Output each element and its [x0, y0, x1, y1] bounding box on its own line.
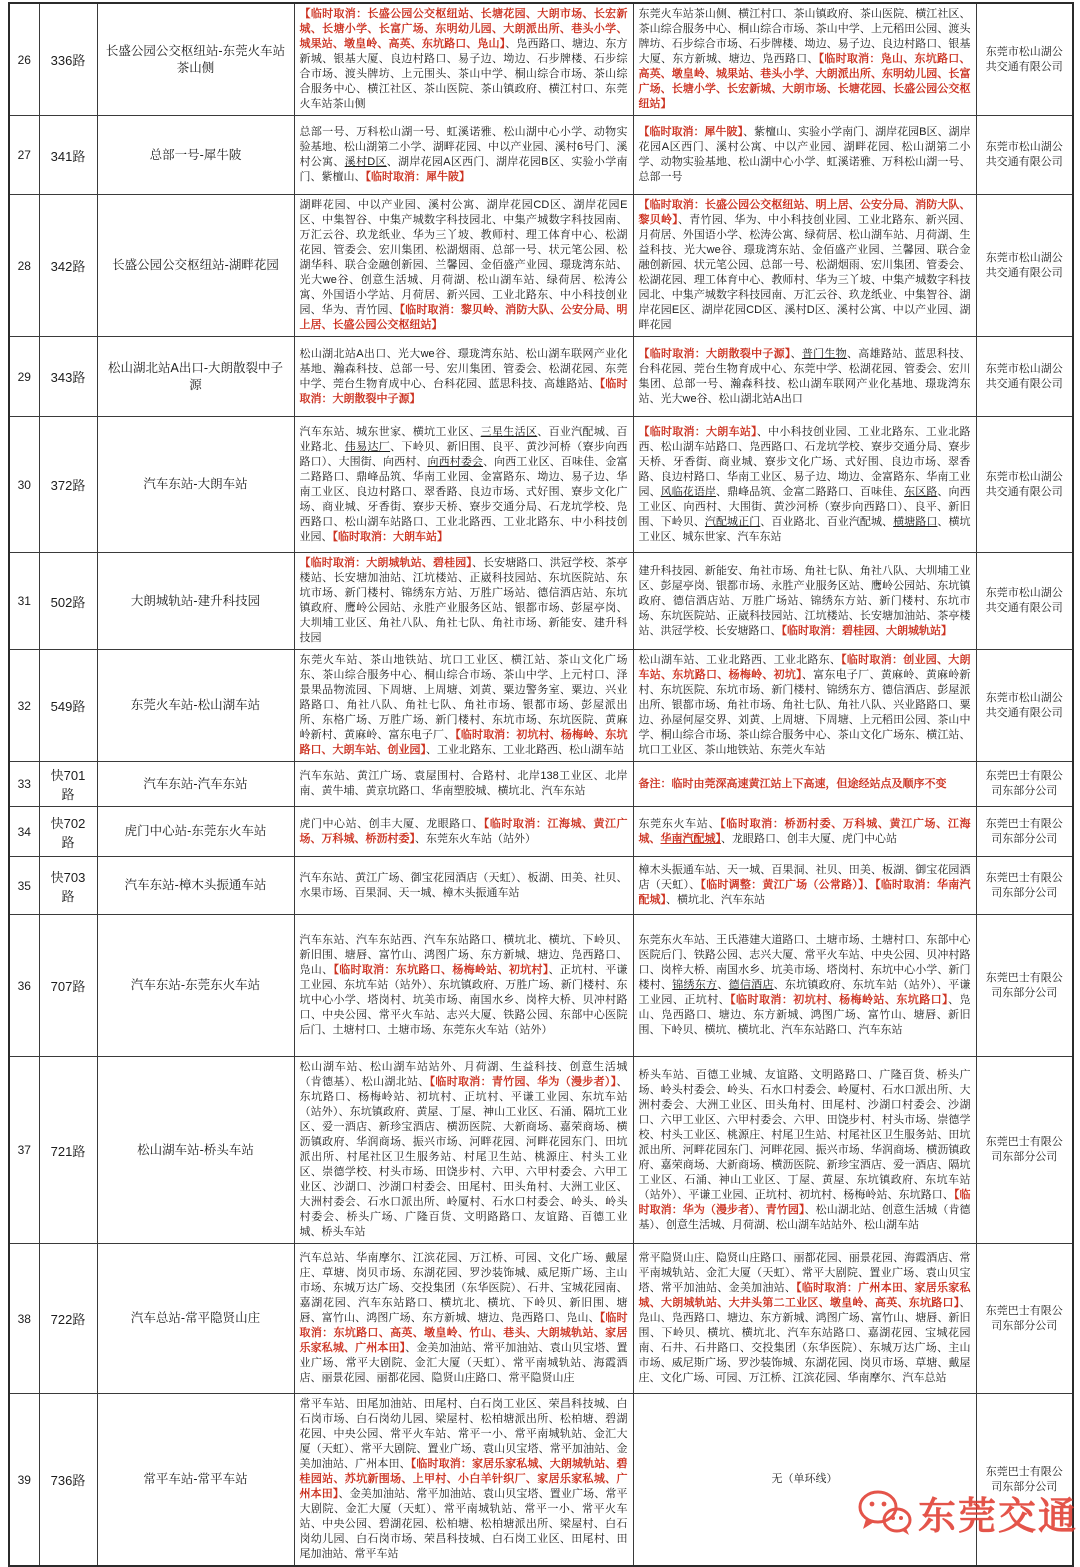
- outbound-stops: [294, 857, 633, 915]
- stop-list-text: 松山湖车站、松山湖车站站外、月荷湖、生益科技、创意生活城（肯德基）、松山湖北站、: [299, 1061, 628, 1088]
- stop-list-text: 汽车东站、黄江广场、袁屋围村、合路村、北岸138工业区、北岸南、黄牛埔、黄京坑路口、华南塑胶城、横坑北、汽车东站: [299, 770, 628, 797]
- stop-list-text: 松山湖车站、工业北路西、工业北路东、: [638, 654, 842, 666]
- route-number: 336路: [39, 3, 97, 116]
- temp-change-text: 【临时取消：创业园、大朗车站、东坑路口、杨梅岭、初坑】: [638, 654, 971, 681]
- route-name: 汽车总站-常平隐贤山庄: [97, 1244, 294, 1394]
- temp-change-text: 【临时取消：初坑村、杨梅岭站、东坑路口】: [730, 994, 949, 1006]
- stop-list-text: 、高雄路站、蓝思科技、台科花园、莞台生物育成中心、东莞中学、松湖花园、管委会、宏川集团、总部一号、瀚森科技、松山湖车联网产业化基地、璟珑湾东站、光大we谷、松山湖北站A出口: [638, 347, 971, 405]
- stop-list-text: 普门生物: [801, 347, 847, 360]
- stop-list-text: 、东坑路口、杨梅岭站、初坑村、正坑村、平谦工业园、东坑车站（站外）、东坑镇政府、黄屋、丁屋、神山工业区、石涌、隔坑工业区、爱一酒店、新珍宝酒店、横沥医院、大新商场、嘉荣商场、横沥镇政府、华润商场、振兴市场、河畔花园、河畔花园东门、田坑派出所、村尾社区卫生服务站、村尾卫生站、桃源庄、村头工业区、崇德学校、村头市场、田饶步村、六甲、六甲村委会、六甲工业区、沙湖口、沙湖口村委会、田尾村、田头角村、大洲工业区、大洲村委会、石水口派出所、岭厦村、石水口村委会、岭头、岭头村委会、桥头广场、广隆百货、文明路路口、友谊路、百德工业城、桥头车站: [299, 1076, 628, 1238]
- route-number: 502路: [39, 553, 97, 650]
- stop-list-text: 松山湖北站A出口、光大we谷、璟珑湾东站、松山湖车联网产业化基地、瀚森科技、总部一号、宏川集团、管委会、松湖花园、东莞中学、莞台生物育成中心、台科花园、蓝思科技、高雄路站、: [299, 347, 628, 390]
- stop-list-text: 总部一号、万科松山湖一号、虹溪诺雅、松山湖中心小学、动物实验基地、松山湖第二小学、湖畔花园、中以产业园、溪村6号门、溪村公寓、: [299, 126, 628, 168]
- stop-list-text: 东莞火车站、茶山地铁站、坑口工业区、横江站、茶山文化广场东、茶山综合服务中心、桐山综合市场、茶山中学、上元村口、泽景果品物流园、下周塘、上周塘、刘黄、粟边警务室、粟边、兴业路路口、角社八队、角社七队、角社市场、银都市场、彭屋派出所、东格广场、万胜广场、新门楼村、东坑市场、东坑医院、黄麻岭新村、黄麻岭、富东电子厂、: [299, 654, 628, 741]
- stop-list-text: 汽配城正门: [704, 515, 761, 528]
- stop-list-text: 、东坑镇政府、东坑车站（站外）、平谦工业园、正坑村、: [638, 979, 971, 1006]
- route-table-body: [9, 3, 1073, 1566]
- route-name: 汽车东站-东莞东火车站: [97, 915, 294, 1057]
- stop-list-text: 、凫山、凫西路口、塘边、东方新城、鸿图广场、富竹山、塘唇、新旧围、下岭贝、横坑、横坑北、汽车东站路口、嘉湖花园、宝城花园南、石井、石井路口、交投集团（东华医院）、东城万达广场、主山市场、威尼斯广场、罗沙装饰城、东湖花园、岗贝市场、草塘、戴屋庄、文化广场、可园、万江桥、江滨花园、华南摩尔、汽车总站: [638, 1297, 971, 1384]
- stop-list-text: 风临花语岸: [660, 485, 716, 498]
- route-row-343路: [9, 337, 1073, 417]
- temp-change-text: 【临时取消：犀牛陂】: [365, 171, 470, 183]
- route-name: 东莞火车站-松山湖车站: [97, 650, 294, 762]
- row-number: 27: [9, 116, 39, 195]
- temp-change-text: 【临时取消：大朗散裂中子源】: [638, 347, 791, 360]
- outbound-stops: [294, 1394, 633, 1567]
- route-row-341路: [9, 116, 1073, 195]
- temp-change-text: 【临时取消：黎贝岭、消防大队、公安分局、明上居、长盛公园公交枢纽站】: [299, 304, 628, 331]
- route-row-736路: [9, 1394, 1073, 1567]
- operating-company: 东莞巴士有限公司东部分公司: [976, 1394, 1073, 1567]
- operating-company: 东莞巴士有限公司东部分公司: [976, 762, 1073, 807]
- temp-change-text: 【临时取消：初坑村、杨梅岭、东坑路口、大朗车站、创业园】: [299, 729, 628, 756]
- temp-change-text: 【临时取消：东坑路口、杨梅岭站、初坑村】: [333, 964, 549, 976]
- row-number: 39: [9, 1394, 39, 1567]
- route-name: 大朗城轨站-建升科技园: [97, 553, 294, 650]
- stop-list-text: 、工业北路东、工业北路西、松山湖车站: [426, 744, 624, 756]
- stop-list-text: 伟易达厂: [344, 440, 391, 453]
- temp-change-text: 【临时取消：华为（漫步者）、青竹园】: [638, 1188, 971, 1216]
- watermark-label: 东莞交通: [917, 1495, 1078, 1538]
- route-row-721路: [9, 1057, 1073, 1244]
- stop-list-text: 、富东电子厂、黄麻岭、黄麻岭新村、东坑医院、东坑市场、新门楼村、锦绣东方、德信酒店、彭屋派出所、银都市场、角社市场、角社七队、角社八队、兴业路路口、粟边、孙屋何屋交界、刘黄、上周塘、下周塘、上元稻田公园、茶山中学、桐山综合市场、茶山综合服务中心、茶山文化广场东、横江站、坑口工业区、茶山地铁站、东莞火车站: [638, 669, 971, 756]
- stop-list-text: 、: [863, 879, 876, 891]
- temp-change-text: 【临时取消：大朗散裂中子源】: [299, 377, 628, 405]
- operating-company: 东莞市松山湖公共交通有限公司: [976, 116, 1073, 195]
- route-name: 长盛公园公交枢纽站-湖畔花园: [97, 195, 294, 337]
- route-name: 松山湖北站A出口-大朗散裂中子源: [97, 337, 294, 417]
- route-row-722路: [9, 1244, 1073, 1394]
- outbound-stops: [294, 417, 633, 553]
- route-number: 快702路: [39, 807, 97, 857]
- route-number: 707路: [39, 915, 97, 1057]
- stop-list-text: 湖畔花园、中以产业园、溪村公寓、湖岸花园CD区、湖岸花园E区、中集智谷、中集产城数字科技园北、中集产城数字科技园南、万汇云谷、玖龙纸业、华为三丫坡、教师村、理工体育中心、松湖花园、管委会、宏川集团、松湖烟雨、总部一号、状元笔公园、松湖华科、联合金融创新园、兰馨园、金佰盛产业园、璟珑湾东站、光大we谷、创意生活城、月荷湖、松山湖车站、绿荷居、松涛公寓、外国语小学站、月荷居、新兴园、工业北路东、中小科技创业园、华为、青竹园、: [299, 199, 628, 316]
- route-row-372路: [9, 417, 1073, 553]
- route-row-342路: [9, 195, 1073, 337]
- route-name: 汽车东站-汽车东站: [97, 762, 294, 807]
- operating-company: 东莞巴士有限公司东部分公司: [976, 915, 1073, 1057]
- operating-company: 东莞市松山湖公共交通有限公司: [976, 650, 1073, 762]
- inbound-stops: [633, 807, 976, 857]
- route-number: 342路: [39, 195, 97, 337]
- route-number: 736路: [39, 1394, 97, 1567]
- row-number: 30: [9, 417, 39, 553]
- route-name: 总部一号-犀牛陂: [97, 116, 294, 195]
- stop-list-text: 、长安塘路口、洪冠学校、茶亭楼站、长安塘加油站、江坑楼站、正崴科技园站、东坑医院站、东坑市场、新门楼村、锦绣东方站、万胜广场站、德信酒店站、东坑镇政府、鹰岭公园站、永胜产业服务区站、银都市场、彭屋亭岗、大圳埔工业区、角社八队、角社七队、角社市场、新能安、建升科技园: [299, 557, 628, 644]
- inbound-stops: [633, 1394, 976, 1567]
- stop-list-text: 虎门中心站、创丰大厦、龙眼路口、: [299, 817, 484, 830]
- inbound-stops: [633, 1057, 976, 1244]
- outbound-stops: [294, 3, 633, 116]
- stop-list-text: 无（单环线）: [771, 1473, 838, 1485]
- stop-list-text: 、下岭贝、新旧围、良平、黄沙河桥（寮步向西路口）、大围街、向西村、: [299, 440, 628, 468]
- stop-list-text: 、青竹园、华为、中小科技创业园、工业北路东、新兴园、月荷居、外国语小学、松涛公寓、绿荷居、松山湖车站、月荷湖、生益科技、光大we谷、璟珑湾东站、金佰盛产业园、兰馨园、联合金融创新园、状元笔公园、总部一号、松湖烟雨、宏川集团、管委会、松湖花园、理工体育中心、教师村、华为三丫坡、中集产城数字科技园北、中集产城数字科技园南、万汇云谷、玖龙纸业、中集智谷、湖岸花园E区、湖岸花园CD区、溪村D区、溪村公寓、中以产业园、湖畔花园: [638, 214, 971, 331]
- route-row-549路: [9, 650, 1073, 762]
- stop-list-text: 、正坑村、平谦工业园、东坑车站（站外）、东坑镇政府、万胜广场、新门楼村、东坑中心小学、塔岗村、坑美市场、南国水乡、岗梓大桥、贝冲村路口、中央公园、常平火车站、志兴大厦、铁路公园、东部中心医院后门、土塘村口、土塘市场、东莞东火车站（站外）: [299, 964, 628, 1036]
- inbound-stops: [633, 417, 976, 553]
- outbound-stops: [294, 553, 633, 650]
- bus-route-table: [8, 2, 1074, 1567]
- row-number: 32: [9, 650, 39, 762]
- temp-change-text: 【临时取消：大朗车站】: [332, 530, 448, 543]
- temp-change-text: 【临时取消：青竹园、华为（漫步者）】: [429, 1076, 617, 1088]
- row-number: 33: [9, 762, 39, 807]
- stop-list-text: 常平车站、田尾加油站、田尾村、白石岗工业区、荣昌科技城、白石岗市场、白石岗幼儿园、梁屋村、松柏塘派出所、松柏塘、碧湖花园、中央公园、常平火车站、常平一小、常平南城轨站、金汇大厦（天虹）、常平大剧院、置业广场、袁山贝宝塔、常平加油站、金美加油站、广州本田、: [299, 1398, 628, 1470]
- route-number: 343路: [39, 337, 97, 417]
- stop-list-text: 、东莞东火车站（站外）: [415, 832, 536, 845]
- operating-company: 东莞市松山湖公共交通有限公司: [976, 337, 1073, 417]
- stop-list-text: 樟木头振通车站、天一城、百果洞、社贝、田美、板湖、御宝花园酒店（天虹）、: [638, 864, 971, 891]
- inbound-stops: [633, 553, 976, 650]
- outbound-stops: [294, 915, 633, 1057]
- route-name: 松山湖车站-桥头车站: [97, 1057, 294, 1244]
- stop-list-text: 汽车东站、汽车东站西、汽车东站路口、横坑北、横坑、下岭贝、新旧围、塘唇、富竹山、鸿图广场、东方新城、塘边、凫西路口、凫山、: [299, 934, 628, 976]
- outbound-stops: [294, 650, 633, 762]
- operating-company: 东莞巴士有限公司东部分公司: [976, 1057, 1073, 1244]
- temp-change-text: 【临时取消：东坑路口、高英、墩皇岭、竹山、巷头、大朗城轨站、家居乐家私城、广州本田】: [299, 1312, 628, 1354]
- outbound-stops: [294, 116, 633, 195]
- temp-change-text: 【临时取消：家居乐家私城、大朗城轨站、碧桂园站、苏坑新围场、上甲村、小白羊针织厂、家居乐家私城、广州本田】: [299, 1458, 628, 1500]
- stop-list-text: 三星生活区: [480, 425, 538, 438]
- route-row-快702路: [9, 807, 1073, 857]
- temp-change-text: 【临时取消：凫山、东坑路口、高英、墩皇岭、城果站、巷头小学、大朗派出所、东明幼儿园、长富广场、长塘小学、长宏新城、大朗市场、长塘花园、长盛公园公交枢纽站】: [638, 53, 971, 110]
- inbound-stops: [633, 762, 976, 807]
- stop-list-text: 德信酒店: [728, 979, 774, 991]
- temp-change-text: 华南汽配城】: [660, 832, 721, 845]
- stop-list-text: 向西村委会: [427, 455, 484, 468]
- route-number: 549路: [39, 650, 97, 762]
- row-number: 31: [9, 553, 39, 650]
- stop-list-text: 、中小科技创业园、工业北路东、工业北路西、松山湖车站路口、凫西路口、石龙坑学校、寮步交通分局、寮步天桥、牙香街、商业城、寮步文化广场、式好围、良边市场、翠香路、良边村路口、华南工业区、易子边、坳边、金富路东、华南工业园、: [638, 425, 971, 498]
- stop-list-text: 、向西工业区、向西村、大围街、黄沙河桥（寮步向西路口）、良平、新旧围、下岭贝、: [638, 485, 971, 528]
- temp-change-text: 【临时取消：长盛公园公交枢纽站、长塘花园、大朗市场、长宏新城、长塘小学、长富广场、东明幼儿园、大朗派出所、巷头小学、城果站、墩皇岭、高英、东坑路口、凫山】: [299, 8, 628, 50]
- row-number: 36: [9, 915, 39, 1057]
- route-name: 长盛公园公交枢纽站-东莞火车站茶山侧: [97, 3, 294, 116]
- temp-change-text: 【临时取消：广州本田、家居乐家私城、大朗城轨站、大井头第二工业区、墩皇岭、高英、东坑路口】: [638, 1282, 971, 1309]
- route-row-502路: [9, 553, 1073, 650]
- stop-list-text: 、鼎峰品筑、金富二路路口、百味佳、: [716, 485, 905, 498]
- stop-list-text: 、百业汽配城、百业路北、: [299, 425, 628, 453]
- stop-list-text: 、凫西路口、塘边、东方新城、银基大厦、良边村路口、易子边、坳边、石步牌楼、石步综合市场、渡头牌坊、上元围头、茶山中学、桐山综合市场、茶山综合服务中心、横江社区、茶山医院、茶山镇政府、横江村口、东莞火车站茶山侧: [299, 38, 628, 110]
- temp-change-text: 【临时取消：大朗城轨站、碧桂园】: [299, 557, 472, 569]
- temp-change-text: 【临时取消：桥沥村委、万科城、黄江广场、江海城、: [638, 817, 971, 845]
- temp-change-text: 【临时取消：长盛公园公交枢纽站、明上居、公安分局、消防大队、黎贝岭】: [638, 199, 971, 226]
- stop-list-text: 、紫檀山、实验小学南门、湖岸花园B区、湖岸花园A区西门、溪村公寓、中以产业园、湖畔花园、松山湖第二小学、动物实验基地、松山湖中心小学、虹溪诺雅、万科松山湖一号、总部一号: [638, 126, 971, 183]
- route-number: 341路: [39, 116, 97, 195]
- stop-list-text: 横塘路口: [893, 515, 938, 528]
- row-number: 38: [9, 1244, 39, 1394]
- row-number: 37: [9, 1057, 39, 1244]
- row-number: 28: [9, 195, 39, 337]
- inbound-stops: [633, 650, 976, 762]
- route-name: 常平车站-常平车站: [97, 1394, 294, 1567]
- stop-list-text: 、金美加油站、常平加油站、袁山贝宝塔、置业广场、常平大剧院、金汇大厦（天虹）、常平南城轨站、海霞酒店、丽景花园、丽都花园、隐贤山庄路口、常平隐贤山庄: [299, 1342, 628, 1384]
- temp-change-text: 备注：临时由莞深高速黄江站上下高速，但途经站点及顺序不变: [638, 777, 947, 790]
- stop-list-text: 东区路: [904, 485, 938, 498]
- route-number: 快701路: [39, 762, 97, 807]
- stop-list-text: 东莞火车站茶山侧、横江村口、茶山镇政府、茶山医院、横江社区、茶山综合服务中心、桐山综合市场、茶山中学、上元稻田公园、渡头牌坊、石步综合市场、石步牌楼、坳边、易子边、良边村路口、银基大厦、东方新城、塘边、凫西路口、: [638, 8, 971, 65]
- stop-list-text: 、金美加油站、常平加油站、袁山贝宝塔、置业广场、常平大剧院、金汇大厦（天虹）、常平南城轨站、常平一小、常平火车站、中央公园、碧湖花园、松柏塘、松柏塘派出所、梁屋村、白石岗幼儿园、白石岗市场、荣昌科技城、白石岗工业区、田尾村、田尾加油站、常平车站: [299, 1488, 628, 1560]
- stop-list-text: 东莞东火车站、: [638, 817, 721, 830]
- operating-company: 东莞巴士有限公司东部分公司: [976, 807, 1073, 857]
- temp-change-text: 【临时取消：大朗车站】: [638, 425, 757, 438]
- stop-list-text: 锦绣东方: [672, 979, 718, 991]
- inbound-stops: [633, 195, 976, 337]
- stop-list-text: 、百业路北、百业汽配城、: [760, 515, 894, 528]
- route-number: 721路: [39, 1057, 97, 1244]
- operating-company: 东莞巴士有限公司东部分公司: [976, 1244, 1073, 1394]
- temp-change-text: 【临时取消：碧桂园、大朗城轨站】: [781, 624, 952, 637]
- temp-change-text: 【临时取消：犀牛陂】: [638, 126, 744, 138]
- inbound-stops: [633, 337, 976, 417]
- outbound-stops: [294, 807, 633, 857]
- inbound-stops: [633, 116, 976, 195]
- stop-list-text: 汽车总站、华南摩尔、江滨花园、万江桥、可园、文化广场、戴屋庄、草塘、岗贝市场、东湖花园、罗沙装饰城、威尼斯广场、主山市场、东城万达广场、交投集团（东华医院）、石井、宝城花园南、嘉湖花园、汽车东站路口、横坑北、横坑、下岭贝、新旧围、塘唇、富竹山、鸿图广场、东方新城、塘边、凫西路口、凫山、: [299, 1252, 628, 1324]
- row-number: 29: [9, 337, 39, 417]
- row-number: 34: [9, 807, 39, 857]
- stop-list-text: 、横坑工业区、城东世家、汽车东站: [638, 515, 971, 543]
- stop-list-text: 建升科技园、新能安、角社市场、角社七队、角社八队、大圳埔工业区、彭屋亭岗、银都市场、永胜产业服务区站、鹰岭公园站、东坑镇政府、德信酒店站、万胜广场站、锦绣东方站、新门楼村、东坑市场、东坑医院站、正崴科技园站、江坑楼站、长安塘加油站、茶亭楼站、洪冠学校、长安塘路口、: [638, 564, 971, 637]
- temp-change-text: 【临时取消：江海城、黄江广场、万科城、桥沥村委】: [299, 817, 628, 845]
- outbound-stops: [294, 762, 633, 807]
- bus-route-table-wrap: [8, 2, 1072, 1567]
- operating-company: 东莞巴士有限公司东部分公司: [976, 857, 1073, 915]
- route-number: 372路: [39, 417, 97, 553]
- temp-change-text: 【临时取消：华南汽配城】: [638, 879, 971, 906]
- stop-list-text: 、湖岸花园A区西门、湖岸花园B区、实验小学南门、紫檀山、: [299, 156, 628, 183]
- route-row-336路: [9, 3, 1073, 116]
- inbound-stops: [633, 857, 976, 915]
- route-number: 快703路: [39, 857, 97, 915]
- stop-list-text: 、: [790, 347, 802, 360]
- outbound-stops: [294, 195, 633, 337]
- route-number: 722路: [39, 1244, 97, 1394]
- stop-list-text: 、向西工业区、百味佳、金富二路路口、鼎峰品筑、华南工业园、金富路东、坳边、易子边、华南工业区、良边村路口、翠香路、良边市场、式好围、寮步文化广场、商业城、牙香街、寮步天桥、寮步交通分局、石龙坑学校、凫西路口、松山湖车站路口、工业北路西、工业北路东、中小科技创业园、: [299, 455, 628, 543]
- stop-list-text: 溪村D区: [344, 156, 387, 168]
- inbound-stops: [633, 3, 976, 116]
- row-number: 35: [9, 857, 39, 915]
- stop-list-text: 东莞东火车站、王氏港建大道路口、土塘市场、土塘村口、东部中心医院后门、铁路公园、志兴大厦、常平火车站、中央公园、贝冲村路口、岗梓大桥、南国水乡、坑美市场、塔岗村、东坑中心小学、新门楼村、: [638, 934, 971, 991]
- inbound-stops: [633, 915, 976, 1057]
- route-name: 虎门中心站-东莞东火车站: [97, 807, 294, 857]
- route-name: 汽车东站-樟木头振通车站: [97, 857, 294, 915]
- outbound-stops: [294, 1244, 633, 1394]
- stop-list-text: 、凫山、凫西路口、塘边、东方新城、鸿图广场、富竹山、塘唇、新旧围、下岭贝、横坑、横坑北、汽车东站路口、汽车东站: [638, 994, 971, 1036]
- operating-company: 东莞市松山湖公共交通有限公司: [976, 195, 1073, 337]
- operating-company: 东莞市松山湖公共交通有限公司: [976, 553, 1073, 650]
- stop-list-text: 桥头车站、百德工业城、友谊路、文明路路口、广隆百货、桥头广场、岭头村委会、岭头、石水口村委会、岭厦村、石水口派出所、大洲村委会、大洲工业区、田头角村、田尾村、沙湖口村委会、沙湖口、六甲工业区、六甲村委会、六甲、田饶步村、村头市场、崇德学校、村头工业区、桃源庄、村尾卫生站、村尾社区卫生服务站、田坑派出所、河畔花园东门、河畔花园、振兴市场、华润商场、横沥镇政府、嘉荣商场、大新商场、横沥医院、新珍宝酒店、爱一酒店、隔坑工业区、石涌、神山工业区、丁屋、黄屋、东坑镇政府、东坑车站（站外）、平谦工业园、正坑村、初坑村、杨梅岭站、东坑路口、: [638, 1068, 971, 1201]
- stop-list-text: 汽车东站、黄江广场、御宝花园酒店（天虹）、板湖、田美、社贝、水果市场、百果洞、天一城、樟木头振通车站: [299, 871, 628, 899]
- operating-company: 东莞市松山湖公共交通有限公司: [976, 3, 1073, 116]
- stop-list-text: 、: [717, 979, 729, 991]
- stop-list-text: 常平隐贤山庄、隐贤山庄路口、丽都花园、丽景花园、海霞酒店、常平南城轨站、金汇大厦（天虹）、常平大剧院、置业广场、袁山贝宝塔、常平加油站、金美加油站、: [638, 1252, 971, 1294]
- row-number: 26: [9, 3, 39, 116]
- stop-list-text: 、横坑北、汽车东站: [666, 894, 765, 906]
- stop-list-text: 、龙眼路口、创丰大厦、虎门中心站: [721, 832, 897, 845]
- inbound-stops: [633, 1244, 976, 1394]
- route-name: 汽车东站-大朗车站: [97, 417, 294, 553]
- route-row-707路: [9, 915, 1073, 1057]
- outbound-stops: [294, 1057, 633, 1244]
- route-row-快701路: [9, 762, 1073, 807]
- route-row-快703路: [9, 857, 1073, 915]
- stop-list-text: 、松山湖北站、创意生活城（肯德基）、创意生活城、月荷湖、松山湖车站站外、松山湖车站: [638, 1203, 971, 1231]
- operating-company: 东莞市松山湖公共交通有限公司: [976, 417, 1073, 553]
- outbound-stops: [294, 337, 633, 417]
- stop-list-text: 汽车东站、城东世家、横坑工业区、: [299, 425, 481, 438]
- temp-change-text: 【临时调整：黄江广场（公常路）】: [700, 879, 864, 891]
